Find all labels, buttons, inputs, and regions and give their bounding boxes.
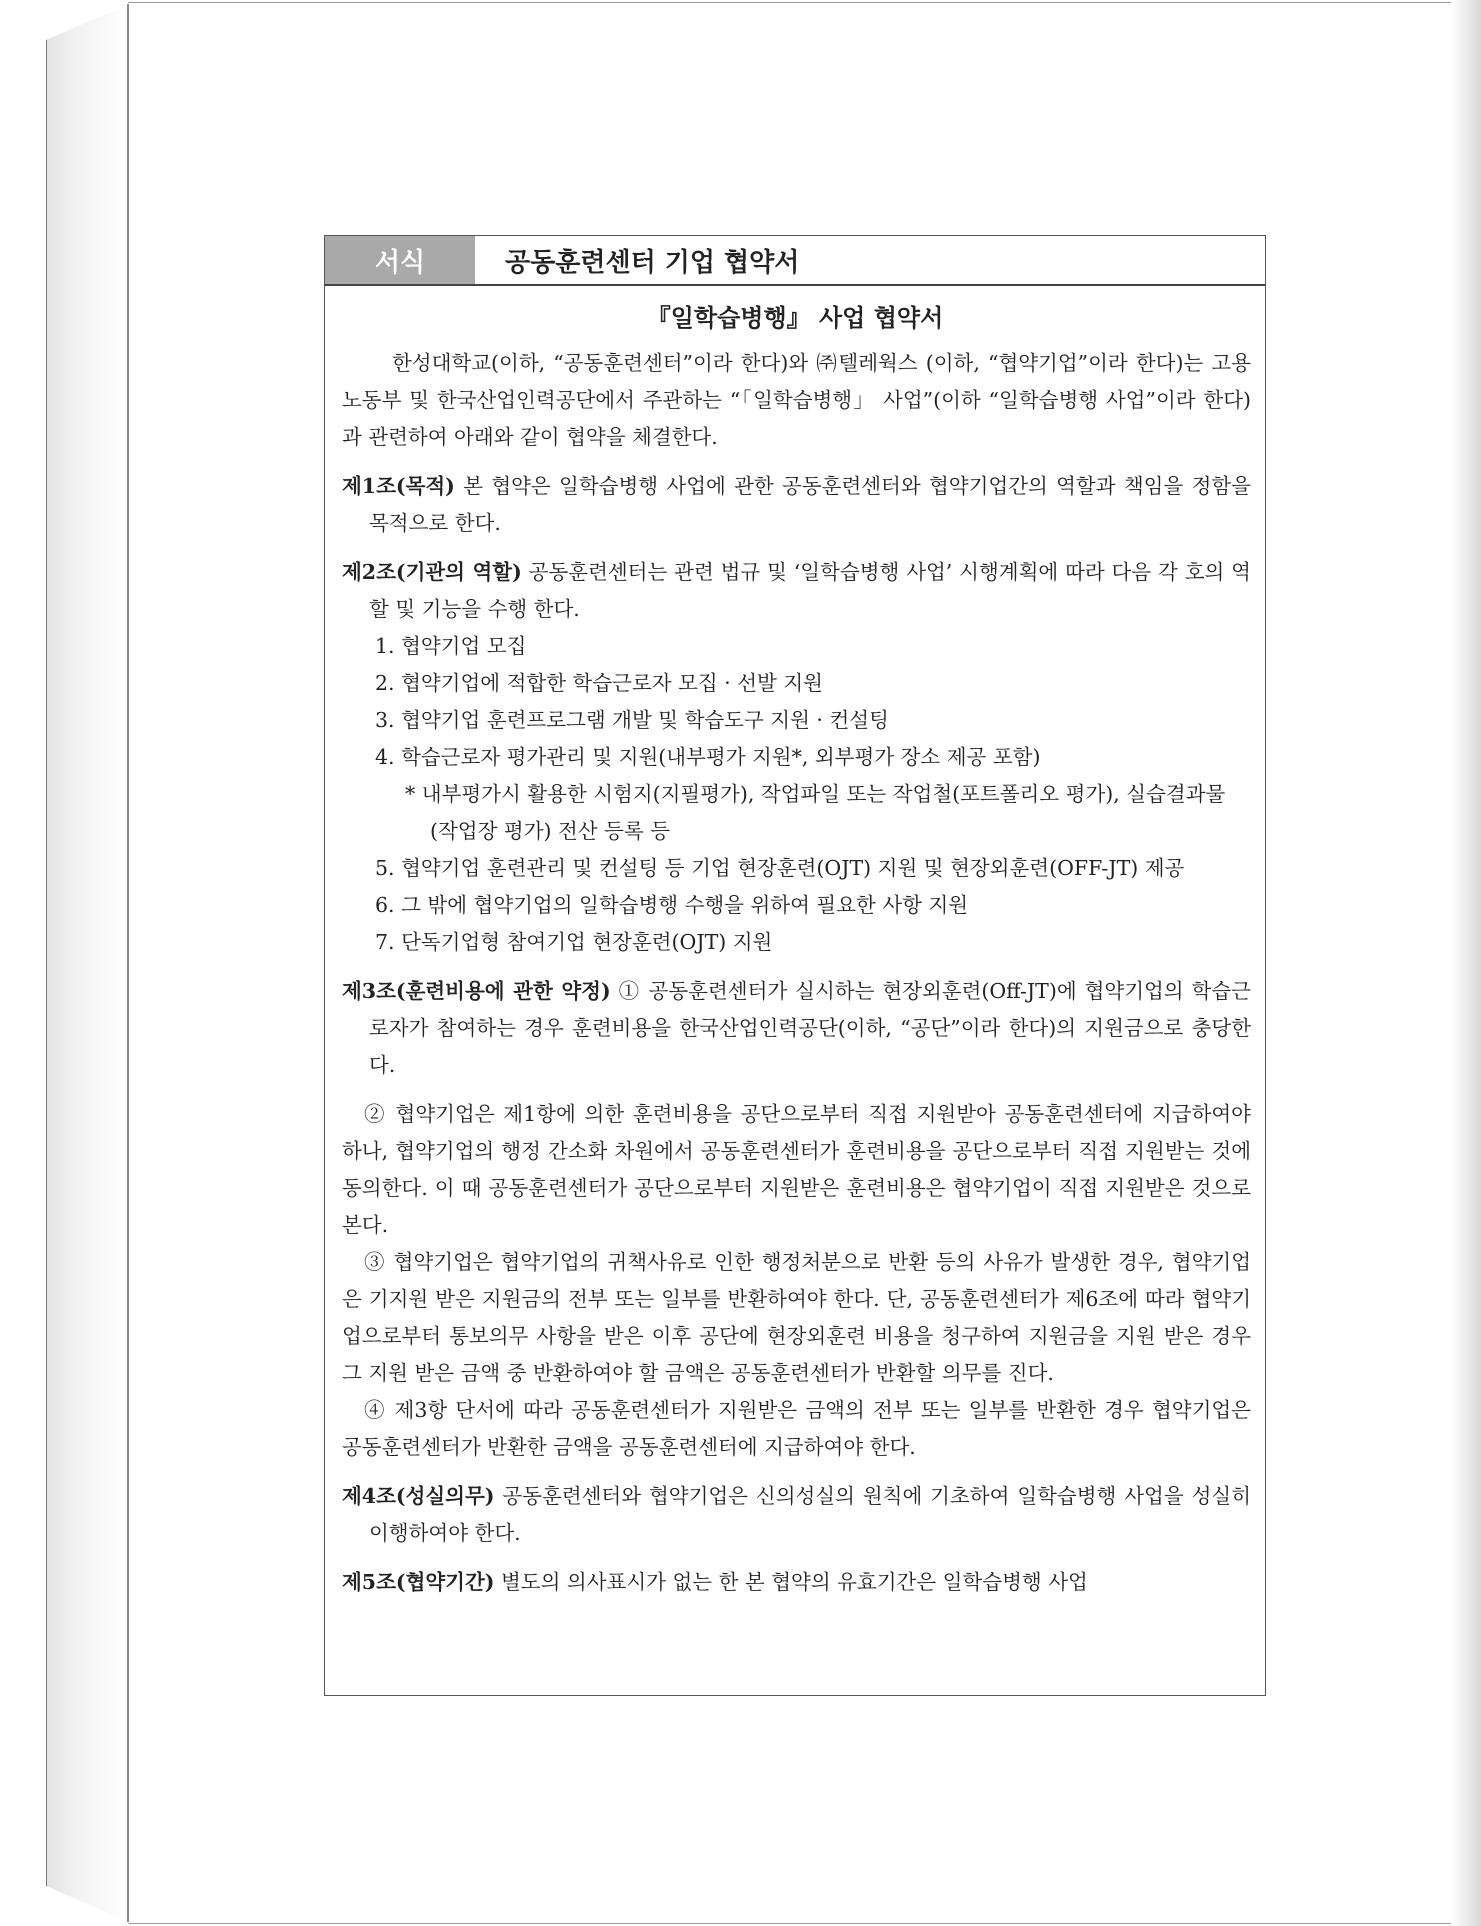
list-item: 4. 학습근로자 평가관리 및 지원(내부평가 지원*, 외부평가 장소 제공 포함) <box>375 745 1041 769</box>
article-2-items-continued <box>342 850 1251 961</box>
form-header <box>325 236 1265 286</box>
list-item: 1. 협약기업 모집 <box>375 634 527 658</box>
article-4-text <box>342 1478 1251 1552</box>
article-1-text <box>342 468 1251 542</box>
article-5-body: 별도의 의사표시가 없는 한 본 협약의 유효기간은 일학습병행 사업 <box>494 1570 1088 1594</box>
article-3-paragraph-2: ② 협약기업은 제1항에 의한 훈련비용을 공단으로부터 직접 지원받아 공동훈련센터에 지급하여야 하나, 협약기업의 행정 간소화 차원에서 공동훈련센터가 훈련비용을 공단으로부터 직접 지원받는 것에 동의한다. 이 때 공동훈련센터가 공단으로부터 지원받은 훈련비용은 협약기업이 직접 지원받은 것으로 본다. <box>342 1102 1251 1237</box>
list-item: 6. 그 밖에 협약기업의 일학습병행 수행을 위하여 필요한 사항 지원 <box>375 893 969 917</box>
article-3-head: 제3조(훈련비용에 관한 약정) <box>342 979 611 1003</box>
article-1-head: 제1조(목적) <box>342 474 455 498</box>
article-4 <box>342 1478 1251 1552</box>
article-5 <box>342 1564 1251 1601</box>
spine-edge <box>127 4 129 1922</box>
article-4-head: 제4조(성실의무) <box>342 1484 495 1508</box>
page-bottom-edge <box>128 1923 1451 1924</box>
article-2-head: 제2조(기관의 역할) <box>342 560 522 584</box>
article-5-head: 제5조(협약기간) <box>342 1570 495 1594</box>
page-shadow <box>1451 0 1481 1926</box>
page-top-edge <box>128 2 1451 3</box>
list-item: 7. 단독기업형 참여기업 현장훈련(OJT) 지원 <box>375 930 773 954</box>
book-spine <box>46 4 129 1922</box>
article-2 <box>342 554 1251 961</box>
article-1 <box>342 468 1251 542</box>
list-item: 2. 협약기업에 적합한 학습근로자 모집 · 선발 지원 <box>375 671 823 695</box>
article-3-text <box>342 973 1251 1084</box>
article-1-body: 본 협약은 일학습병행 사업에 관한 공동훈련센터와 협약기업간의 역할과 책임을 정함을 목적으로 한다. <box>369 474 1251 535</box>
article-3-paragraph-3: ③ 협약기업은 협약기업의 귀책사유로 인한 행정처분으로 반환 등의 사유가 발생한 경우, 협약기업은 기지원 받은 지원금의 전부 또는 일부를 반환하여야 한다. 단, 공동훈련센터가 제6조에 따라 협약기업으로부터 통보의무 사항을 받은 이후 공단에 현장외훈련 비용을 청구하여 지원금을 지원 받은 경우 그 지원 받은 금액 중 반환하여야 할 금액은 공동훈련센터가 반환할 의무를 진다. <box>342 1250 1251 1385</box>
article-3-paragraph-4: ④ 제3항 단서에 따라 공동훈련센터가 지원받은 금액의 전부 또는 일부를 반환한 경우 협약기업은 공동훈련센터가 반환한 금액을 공동훈련센터에 지급하여야 한다. <box>342 1398 1251 1459</box>
article-2-text <box>342 554 1251 628</box>
form-heading: 공동훈련센터 기업 협약서 <box>505 247 800 278</box>
intro-paragraph: 한성대학교(이하, “공동훈련센터”이라 한다)와 ㈜텔레웍스 (이하, “협약기업”이라 한다)는 고용노동부 및 한국산업인력공단에서 주관하는 “「일학습병행」 사업”(이하 “일학습병행 사업”이라 한다)과 관련하여 아래와 같이 협약을 체결한다. <box>342 351 1251 449</box>
article-2-items <box>342 628 1251 776</box>
article-2-body: 공동훈련센터는 관련 법규 및 ‘일학습병행 사업’ 시행계획에 따라 다음 각 호의 역할 및 기능을 수행 한다. <box>369 560 1251 621</box>
article-4-body: 공동훈련센터와 협약기업은 신의성실의 원칙에 기초하여 일학습병행 사업을 성실히 이행하여야 한다. <box>369 1484 1251 1545</box>
article-2-note: * 내부평가시 활용한 시험지(지필평가), 작업파일 또는 작업철(포트폴리오 평가), 실습결과물(작업장 평가) 전산 등록 등 <box>405 782 1226 843</box>
article-3 <box>342 973 1251 1466</box>
article-5-text <box>342 1564 1251 1601</box>
form-tag: 서식 <box>325 236 475 284</box>
document-title: 『일학습병행』 사업 협약서 <box>646 304 944 332</box>
list-item: 5. 협약기업 훈련관리 및 컨설팅 등 기업 현장훈련(OJT) 지원 및 현장외훈련(OFF-JT) 제공 <box>375 856 1185 880</box>
document-body <box>325 345 1265 1601</box>
list-item: 3. 협약기업 훈련프로그램 개발 및 학습도구 지원 · 컨설팅 <box>375 708 889 732</box>
agreement-form <box>324 235 1266 1696</box>
article-3-body: ① 공동훈련센터가 실시하는 현장외훈련(Off-JT)에 협약기업의 학습근로자가 참여하는 경우 훈련비용을 한국산업인력공단(이하, “공단”이라 한다)의 지원금으로 충당한다. <box>369 979 1251 1077</box>
